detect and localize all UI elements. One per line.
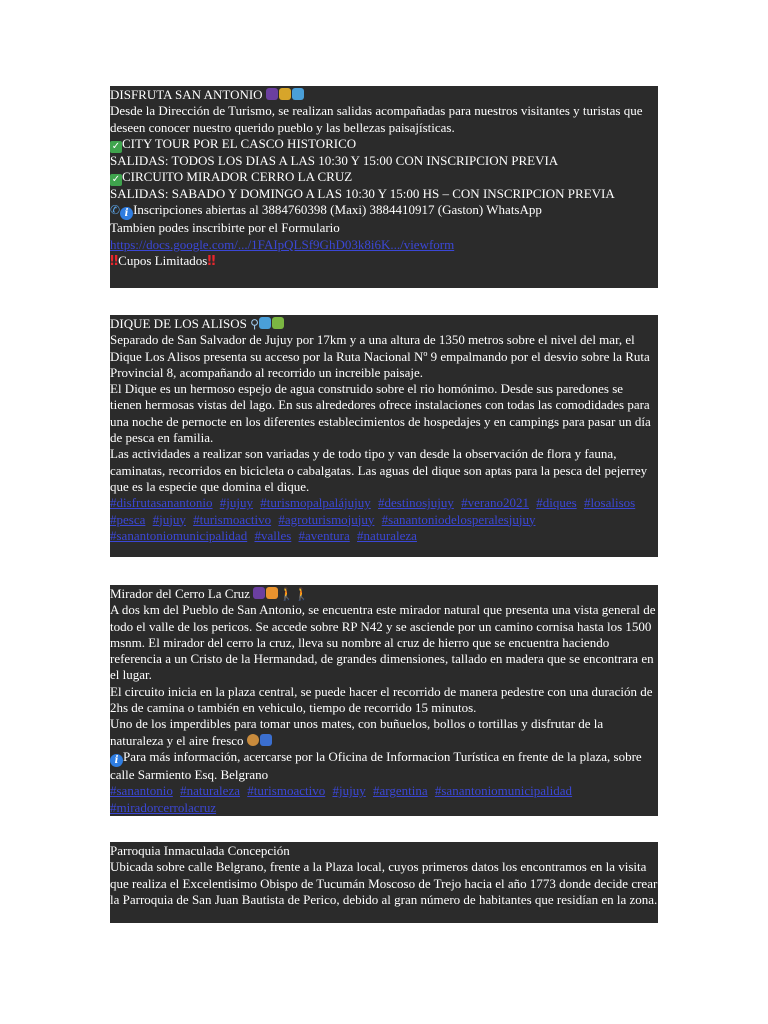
camping-icon xyxy=(272,317,284,329)
paragraph: El circuito inicia en la plaza central, se puede hacer el recorrido de manera pedestre con una duración de 2hs de camina o también en vehiculo, tiempo de recorrido 15 minutos. xyxy=(110,683,653,716)
tour1-title: CITY TOUR POR EL CASCO HISTORICO xyxy=(122,135,357,151)
phone-icon: ✆ xyxy=(110,203,121,218)
hashtag-link[interactable]: #verano2021 xyxy=(461,495,529,511)
double-exclamation-icon: ‼ xyxy=(207,254,216,270)
info-text: Para más información, acercarse por la Oficina de Informacion Turística en frente de la plaza, sobre calle Sarmiento Esq. Belgrano xyxy=(110,748,642,782)
hashtag-link[interactable]: #diques xyxy=(536,495,577,511)
family-icon xyxy=(279,88,291,100)
hashtag-link[interactable]: #turismoactivo xyxy=(193,511,272,527)
hashtag-link[interactable]: #argentina xyxy=(372,783,428,799)
hashtag-link[interactable]: #sanantonio xyxy=(110,783,173,799)
check-icon: ✓ xyxy=(111,174,121,186)
contact-text: Inscripciones abiertas al 3884760398 (Maxi) 3884410917 (Gaston) WhatsApp xyxy=(133,202,542,218)
hashtag-link[interactable]: #sanantoniodelosperalesjujuy xyxy=(381,511,536,527)
post-dique-de-los-alisos xyxy=(110,315,658,557)
hashtag-link[interactable]: #sanantoniomunicipalidad xyxy=(110,527,248,543)
hashtag-link[interactable]: #agroturismojujuy xyxy=(278,511,375,527)
double-exclamation-icon: ‼ xyxy=(110,254,119,270)
limited-text: Cupos Limitados xyxy=(118,253,208,269)
paragraph: Ubicada sobre calle Belgrano, frente a la Plaza local, cuyos primeros datos los encontramos en la visita que realiza el Excelentisimo Obispo de Tucumán Moscoso de Trejo hacia el año 1773 donde decide crear la Parroquia de San Juan Bautista de Perico, debido al gran número de habitantes que residían en la zona. xyxy=(110,859,658,907)
hashtag-link[interactable]: #turismopalpalájujuy xyxy=(260,495,371,511)
purple-heart-icon xyxy=(266,88,278,100)
form-link[interactable]: https://docs.google.com/.../1FAIpQLSf9GhD03k8i6K.../viewform xyxy=(110,236,455,252)
post-parroquia-inmaculada-concepcion xyxy=(110,842,658,923)
hashtag-link[interactable]: #destinosjujuy xyxy=(378,495,454,511)
post-mirador-cerro-la-cruz xyxy=(110,585,658,816)
info-icon: i xyxy=(120,207,133,220)
mate-icon xyxy=(247,734,259,746)
paragraph: A dos km del Pueblo de San Antonio, se encuentra este mirador natural que presenta una vista general de todo el valle de los pericos. Se accede sobre RP N42 y se asciende por un camino cornisa hasta los 1500 msnm. El mirador del cerro la cruz, lleva su nombre al cruz de hierro que se encuentra haciendo referencia a un Cristo de la Hermandad, de grandes dimensiones, tallado en madera que se encontrara en el lugar. xyxy=(110,602,656,683)
hashtag-list xyxy=(110,495,658,544)
landscape-icon xyxy=(292,88,304,100)
paragraph: Uno de los imperdibles para tomar unos mates, con buñuelos, bollos o tortillas y disfrutar de la naturaleza y el aire fresco xyxy=(110,716,604,748)
info-icon: i xyxy=(110,754,123,767)
post-title: Mirador del Cerro La Cruz xyxy=(110,586,251,601)
hashtag-link[interactable]: #losalisos xyxy=(583,495,636,511)
hashtag-link[interactable]: #jujuy xyxy=(152,511,186,527)
intro-text: Desde la Dirección de Turismo, se realizan salidas acompañadas para nuestros visitantes y turistas que deseen conocer nuestro querido pueblo y las bellezas paisajísticas. xyxy=(110,103,643,135)
hashtag-list xyxy=(110,783,658,816)
landscape-icon xyxy=(259,317,271,329)
post-disfruta-san-antonio xyxy=(110,86,658,288)
orange-heart-icon xyxy=(266,587,278,599)
hashtag-link[interactable]: #jujuy xyxy=(332,783,366,799)
hashtag-link[interactable]: #miradorcerrolacruz xyxy=(110,799,217,815)
check-icon: ✓ xyxy=(111,140,121,152)
walking-person-icon: 🚶 xyxy=(294,587,310,601)
hashtag-link[interactable]: #naturaleza xyxy=(180,783,240,799)
fishing-icon: ⚲ xyxy=(250,317,259,331)
post-title: DISFRUTA SAN ANTONIO xyxy=(110,87,263,102)
walking-person-icon: 🚶 xyxy=(279,587,295,601)
hashtag-link[interactable]: #turismoactivo xyxy=(247,783,326,799)
tour2-title: CIRCUITO MIRADOR CERRO LA CRUZ xyxy=(122,169,353,185)
tour2-schedule: SALIDAS: SABADO Y DOMINGO A LAS 10:30 Y 15:00 HS – CON INSCRIPCION PREVIA xyxy=(110,186,615,202)
hashtag-link[interactable]: #disfrutasanantonio xyxy=(110,495,213,511)
tour1-schedule: SALIDAS: TODOS LOS DIAS A LAS 10:30 Y 15:00 CON INSCRIPCION PREVIA xyxy=(110,152,559,168)
form-text: Tambien podes inscribirte por el Formulario xyxy=(110,220,340,236)
hashtag-link[interactable]: #naturaleza xyxy=(357,527,417,543)
paragraph: El Dique es un hermoso espejo de agua construido sobre el rio homónimo. Desde sus paredones se tienen hermosas vistas del lago. En sus alrededores ofrece instalaciones con todas las comodidades para una noche de pernocte en los diferentes establecimientos de hospedajes y en campings para pasar un día de pesca en familia. xyxy=(110,381,651,446)
purple-heart-icon xyxy=(253,587,265,599)
post-title: DIQUE DE LOS ALISOS xyxy=(110,316,247,331)
hashtag-link[interactable]: #pesca xyxy=(110,511,146,527)
hashtag-link[interactable]: #aventura xyxy=(298,527,350,543)
paragraph: Las actividades a realizar son variadas y de todo tipo y van desde la observación de flora y fauna, caminatas, recorridos en bicicleta o cabalgatas. Las aguas del dique son aptas para la pesca del pejerrey que es la especie que domina el dique. xyxy=(110,446,648,494)
paragraph: Separado de San Salvador de Jujuy por 17km y a una altura de 1350 metros sobre el nivel del mar, el Dique Los Alisos presenta su acceso por la Ruta Nacional Nº 9 empalmando por el desvio sobre la Ruta Provincial 8, acompañando al recorrido un increible paisaje. xyxy=(110,332,650,380)
hashtag-link[interactable]: #jujuy xyxy=(219,495,254,511)
hashtag-link[interactable]: #sanantoniomunicipalidad xyxy=(434,783,573,799)
fresh-air-icon xyxy=(260,734,272,746)
post-title: Parroquia Inmaculada Concepción xyxy=(110,843,290,858)
hashtag-link[interactable]: #valles xyxy=(254,527,292,543)
